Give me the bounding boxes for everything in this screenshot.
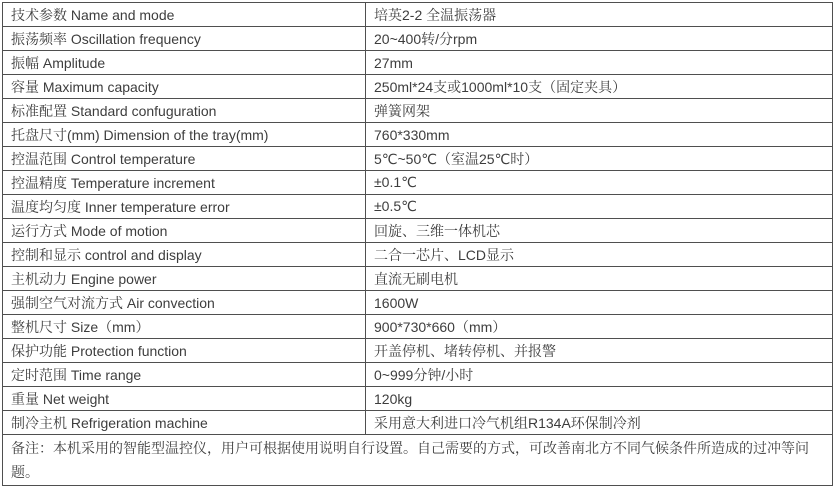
- spec-value: 250ml*24支或1000ml*10支（固定夹具）: [366, 75, 833, 99]
- spec-label: 定时范围 Time range: [3, 363, 366, 387]
- table-row: [3, 147, 833, 171]
- spec-value: 直流无刷电机: [366, 267, 833, 291]
- spec-value: 回旋、三维一体机芯: [366, 219, 833, 243]
- spec-value: 20~400转/分rpm: [366, 27, 833, 51]
- spec-value: 760*330mm: [366, 123, 833, 147]
- spec-value: ±0.5℃: [366, 195, 833, 219]
- spec-value: 开盖停机、堵转停机、并报警: [366, 339, 833, 363]
- table-row: [3, 123, 833, 147]
- spec-value: 27mm: [366, 51, 833, 75]
- spec-label: 控温精度 Temperature increment: [3, 171, 366, 195]
- spec-table: [2, 2, 833, 486]
- spec-label: 温度均匀度 Inner temperature error: [3, 195, 366, 219]
- table-row: [3, 315, 833, 339]
- spec-value: 弹簧网架: [366, 99, 833, 123]
- spec-label: 技术参数 Name and mode: [3, 3, 366, 27]
- table-row: [3, 411, 833, 435]
- spec-label: 控温范围 Control temperature: [3, 147, 366, 171]
- table-row: [3, 243, 833, 267]
- specification-sheet: [2, 2, 833, 486]
- table-row: [3, 267, 833, 291]
- spec-value: 培英2-2 全温振荡器: [366, 3, 833, 27]
- spec-value: 120kg: [366, 387, 833, 411]
- table-row: [3, 363, 833, 387]
- spec-value: 0~999分钟/小时: [366, 363, 833, 387]
- table-row: [3, 219, 833, 243]
- table-row: [3, 171, 833, 195]
- spec-label: 托盘尺寸(mm) Dimension of the tray(mm): [3, 123, 366, 147]
- spec-label: 保护功能 Protection function: [3, 339, 366, 363]
- table-row: [3, 75, 833, 99]
- table-row: [3, 3, 833, 27]
- table-row: [3, 27, 833, 51]
- spec-value: 1600W: [366, 291, 833, 315]
- spec-label: 控制和显示 control and display: [3, 243, 366, 267]
- spec-value: 采用意大利进口冷气机组R134A环保制冷剂: [366, 411, 833, 435]
- table-row: [3, 51, 833, 75]
- spec-label: 振荡频率 Oscillation frequency: [3, 27, 366, 51]
- spec-label: 主机动力 Engine power: [3, 267, 366, 291]
- spec-label: 运行方式 Mode of motion: [3, 219, 366, 243]
- table-row: [3, 195, 833, 219]
- spec-value: 5℃~50℃（室温25℃时）: [366, 147, 833, 171]
- spec-label: 容量 Maximum capacity: [3, 75, 366, 99]
- remarks-note: 备注：本机采用的智能型温控仪，用户可根据使用说明自行设置。自己需要的方式，可改善南北方不同气候条件所造成的过冲等问题。: [3, 435, 833, 486]
- table-row: [3, 99, 833, 123]
- spec-label: 振幅 Amplitude: [3, 51, 366, 75]
- table-row: [3, 339, 833, 363]
- spec-value: ±0.1℃: [366, 171, 833, 195]
- spec-label: 制冷主机 Refrigeration machine: [3, 411, 366, 435]
- spec-value: 二合一芯片、LCD显示: [366, 243, 833, 267]
- spec-label: 标准配置 Standard confuguration: [3, 99, 366, 123]
- spec-value: 900*730*660（mm）: [366, 315, 833, 339]
- spec-label: 整机尺寸 Size（mm）: [3, 315, 366, 339]
- spec-label: 重量 Net weight: [3, 387, 366, 411]
- table-row: [3, 387, 833, 411]
- table-note-row: [3, 435, 833, 486]
- spec-label: 强制空气对流方式 Air convection: [3, 291, 366, 315]
- table-row: [3, 291, 833, 315]
